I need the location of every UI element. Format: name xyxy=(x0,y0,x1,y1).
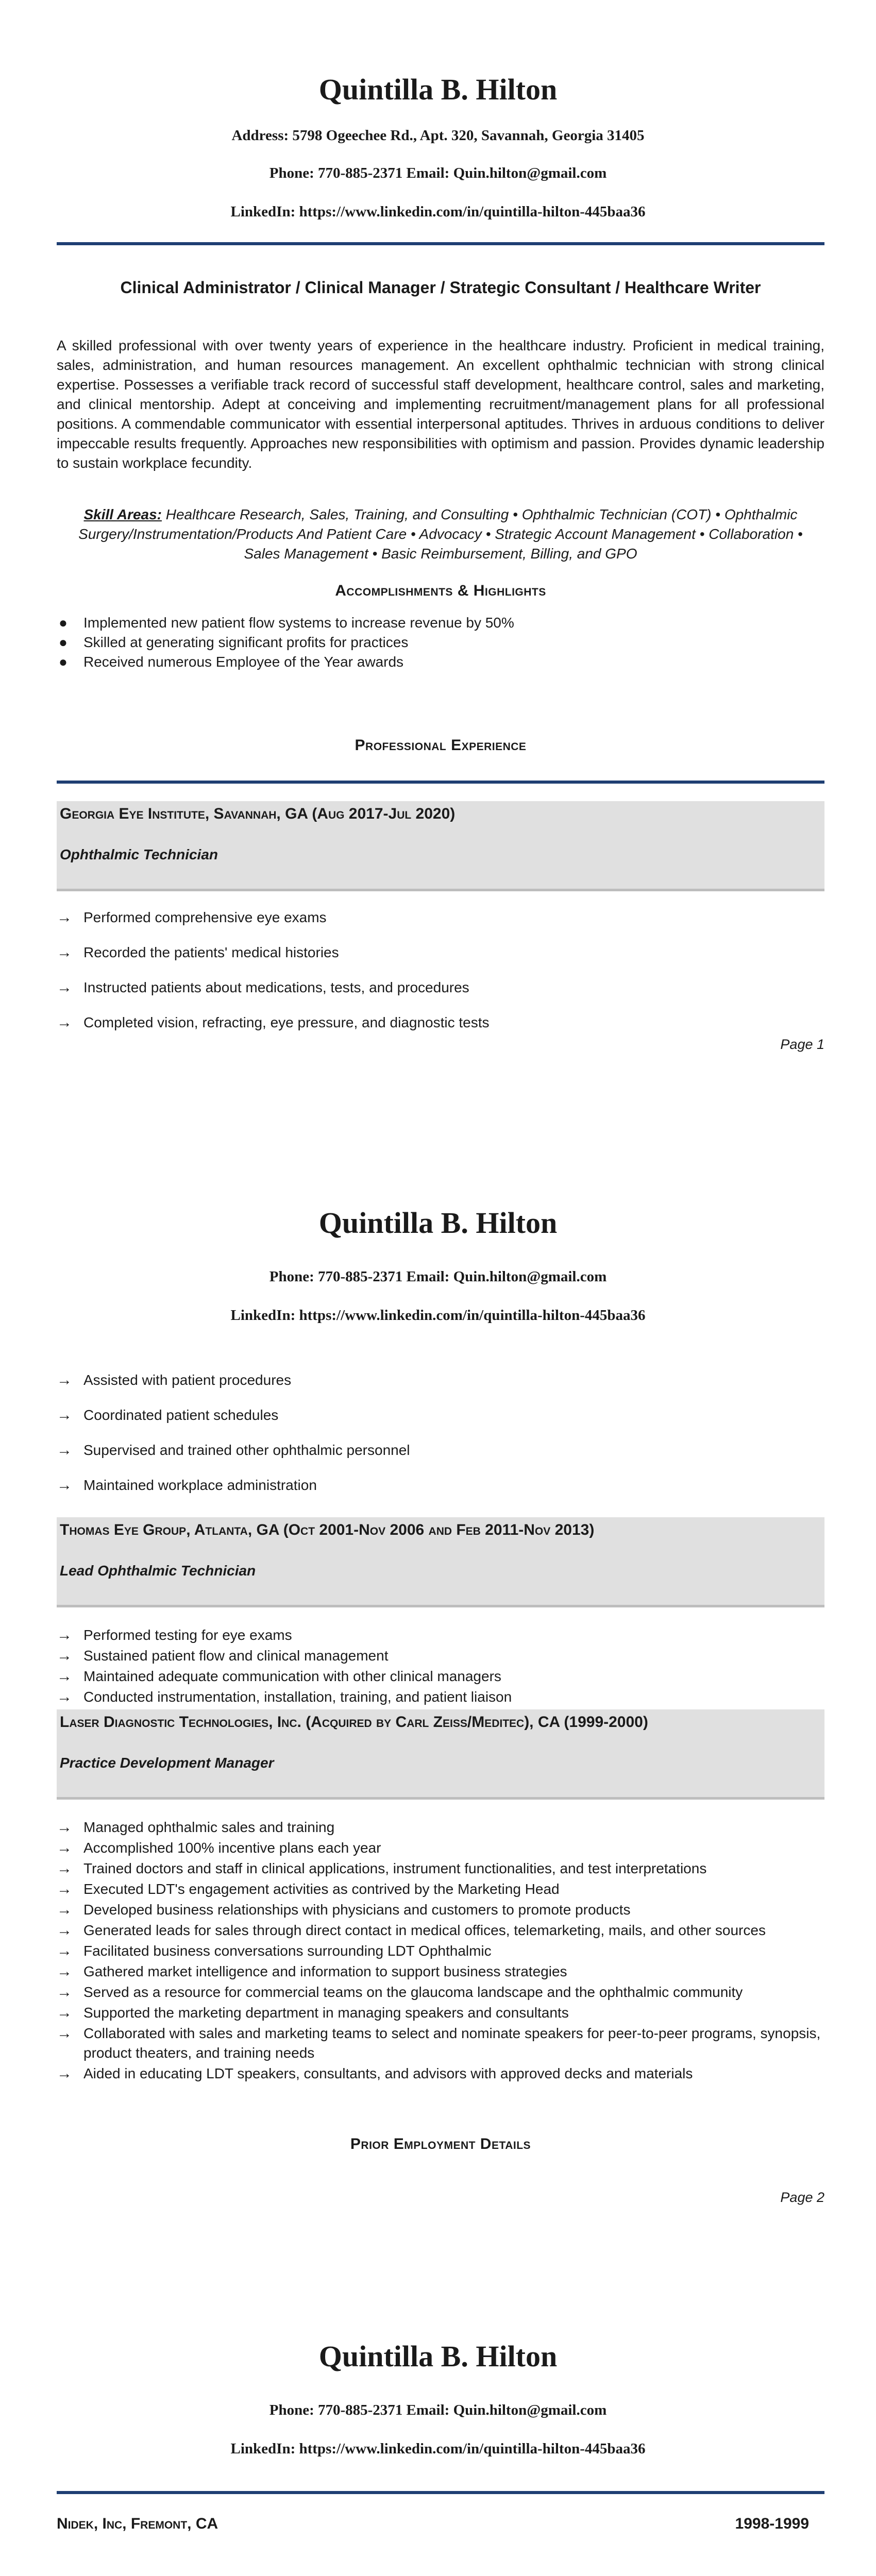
page-1 xyxy=(0,0,876,1133)
arrow-icon: → xyxy=(57,909,72,926)
page-number: Page 1 xyxy=(780,1037,824,1052)
list-item: → Coordinated patient schedules xyxy=(57,1405,824,1425)
job-duties-georgia-eye xyxy=(57,908,824,1048)
job-header-thomas-eye xyxy=(57,1517,824,1607)
list-item: → Supported the marketing department in managing speakers and consultants xyxy=(57,2003,824,2023)
skill-areas-label: Skill Areas: xyxy=(83,506,162,522)
arrow-icon: → xyxy=(57,1668,72,1685)
list-item: → Sustained patient flow and clinical management xyxy=(57,1646,824,1666)
list-item: → Conducted instrumentation, installation, training, and patient liaison xyxy=(57,1687,824,1707)
job-role: Lead Ophthalmic Technician xyxy=(60,1563,256,1579)
arrow-icon: → xyxy=(57,1819,72,1836)
linkedin-line: LinkedIn: https://www.linkedin.com/in/quintilla-hilton-445baa36 xyxy=(230,2441,646,2457)
headline: Clinical Administrator / Clinical Manager / Strategic Consultant / Healthcare Writer xyxy=(120,278,761,297)
list-item: → Performed comprehensive eye exams xyxy=(57,908,824,927)
prior-years: 1998-1999 xyxy=(735,2515,809,2532)
arrow-icon: → xyxy=(57,1688,72,1705)
job-company: Georgia Eye Institute, Savannah, GA (Aug 2017-Jul 2020) xyxy=(60,805,456,822)
linkedin-line: LinkedIn: https://www.linkedin.com/in/quintilla-hilton-445baa36 xyxy=(230,204,646,220)
job-company: Laser Diagnostic Technologies, Inc. (Acquired by Carl Zeiss/Meditec), CA (1999-2000) xyxy=(60,1714,648,1731)
arrow-icon: → xyxy=(57,1477,72,1494)
candidate-name: Quintilla B. Hilton xyxy=(318,2340,558,2373)
professional-summary: A skilled professional with over twenty years of experience in the healthcare industry. Proficient in medical training, sales, administration, and human resources management. An excellent ophthalmic technician with strong clinical expertise. Possesses a verifiable track record of successful staff development, healthcare control, sales and marketing, and clinical mentorship. Adept at conceiving and implementing recruitment/management plans for all professional positions. A commendable communicator with essential interpersonal aptitudes. Thrives in arduous conditions to deliver impeccable results frequently. Approaches new responsibilities with optimism and passion. Provides dynamic leadership to sustain workplace fecundity. xyxy=(57,337,824,471)
list-item: → Recorded the patients' medical histories xyxy=(57,943,824,962)
arrow-icon: → xyxy=(57,1406,72,1423)
skill-areas-text: Healthcare Research, Sales, Training, and Consulting • Ophthalmic Technician (COT) • Ophthalmic Surgery/Instrumentation/Products And Patient Care • Advocacy • Strategic Account Management • Collaboration • Sales Management • Basic Reimbursement, Billing, and GPO xyxy=(78,506,803,562)
prior-employment-row xyxy=(57,2514,824,2534)
list-item: → Maintained workplace administration xyxy=(57,1476,824,1495)
bullet-icon: ● xyxy=(59,654,68,670)
list-item: → Performed testing for eye exams xyxy=(57,1625,824,1645)
arrow-icon: → xyxy=(57,1922,72,1939)
list-item: → Facilitated business conversations surrounding LDT Ophthalmic xyxy=(57,1941,824,1961)
list-item: → Generated leads for sales through direct contact in medical offices, telemarketing, mails, and other sources xyxy=(57,1921,824,1940)
list-item: ● Received numerous Employee of the Year awards xyxy=(57,652,824,672)
arrow-icon: → xyxy=(57,979,72,996)
list-item: → Served as a resource for commercial teams on the glaucoma landscape and the ophthalmic community xyxy=(57,1982,824,2002)
experience-title: Professional Experience xyxy=(355,737,527,754)
list-item: ● Skilled at generating significant profits for practices xyxy=(57,633,824,652)
job-header-laser-diagnostic xyxy=(57,1709,824,1800)
job-header-georgia-eye xyxy=(57,801,824,891)
list-item: → Trained doctors and staff in clinical applications, instrument functionalities, and test interpretations xyxy=(57,1859,824,1878)
arrow-icon: → xyxy=(57,1014,72,1031)
phone-email-line: Phone: 770-885-2371 Email: Quin.hilton@gmail.com xyxy=(269,1268,607,1285)
list-item: → Executed LDT's engagement activities as contrived by the Marketing Head xyxy=(57,1879,824,1899)
list-item: ● Implemented new patient flow systems to increase revenue by 50% xyxy=(57,613,824,633)
job-company: Thomas Eye Group, Atlanta, GA (Oct 2001-Nov 2006 and Feb 2011-Nov 2013) xyxy=(60,1521,595,1538)
bullet-icon: ● xyxy=(59,634,68,650)
candidate-name: Quintilla B. Hilton xyxy=(318,73,558,106)
page-3 xyxy=(0,2267,876,2576)
arrow-icon: → xyxy=(57,2025,72,2042)
accomplishments-title: Accomplishments & Highlights xyxy=(335,582,546,599)
list-item: → Accomplished 100% incentive plans each year xyxy=(57,1838,824,1858)
job-duties-thomas-eye xyxy=(57,1625,824,1708)
list-item: → Aided in educating LDT speakers, consultants, and advisors with approved decks and materials xyxy=(57,2064,824,2083)
page-2 xyxy=(0,1133,876,2267)
list-item: → Supervised and trained other ophthalmic personnel xyxy=(57,1440,824,1460)
header-divider xyxy=(57,242,824,245)
skill-areas xyxy=(72,505,809,564)
linkedin-line: LinkedIn: https://www.linkedin.com/in/quintilla-hilton-445baa36 xyxy=(230,1307,646,1324)
list-item: → Maintained adequate communication with other clinical managers xyxy=(57,1667,824,1686)
arrow-icon: → xyxy=(57,1860,72,1877)
job-role: Practice Development Manager xyxy=(60,1755,274,1771)
list-item: → Managed ophthalmic sales and training xyxy=(57,1818,824,1837)
bullet-icon: ● xyxy=(59,615,68,631)
arrow-icon: → xyxy=(57,1880,72,1897)
arrow-icon: → xyxy=(57,1942,72,1959)
prior-company: Nidek, Inc, Fremont, CA xyxy=(57,2515,218,2532)
list-item: → Assisted with patient procedures xyxy=(57,1370,824,1390)
arrow-icon: → xyxy=(57,2065,72,2082)
job-duties-laser-diagnostic xyxy=(57,1818,824,2084)
arrow-icon: → xyxy=(57,1647,72,1664)
job-duties-georgia-eye-cont xyxy=(57,1370,824,1511)
arrow-icon: → xyxy=(57,1963,72,1980)
arrow-icon: → xyxy=(57,1839,72,1856)
list-item: → Developed business relationships with physicians and customers to promote products xyxy=(57,1900,824,1920)
list-item: → Collaborated with sales and marketing teams to select and nominate speakers for peer-to-peer programs, synopsis, product theaters, and training needs xyxy=(57,2025,821,2061)
prior-employment-divider xyxy=(57,2491,824,2494)
phone-email-line: Phone: 770-885-2371 Email: Quin.hilton@gmail.com xyxy=(269,165,607,181)
arrow-icon: → xyxy=(57,1984,72,2001)
experience-divider xyxy=(57,781,824,784)
list-item: → Instructed patients about medications, tests, and procedures xyxy=(57,978,824,997)
phone-email-line: Phone: 770-885-2371 Email: Quin.hilton@gmail.com xyxy=(269,2402,607,2418)
page-number: Page 2 xyxy=(780,2190,824,2205)
arrow-icon: → xyxy=(57,1626,72,1643)
arrow-icon: → xyxy=(57,2004,72,2021)
arrow-icon: → xyxy=(57,1371,72,1388)
job-role: Ophthalmic Technician xyxy=(60,846,218,862)
list-item: → Completed vision, refracting, eye pressure, and diagnostic tests xyxy=(57,1013,824,1032)
prior-employment-title: Prior Employment Details xyxy=(350,2136,531,2153)
list-item: → Gathered market intelligence and information to support business strategies xyxy=(57,1962,824,1981)
address-line: Address: 5798 Ogeechee Rd., Apt. 320, Savannah, Georgia 31405 xyxy=(231,127,645,144)
candidate-name: Quintilla B. Hilton xyxy=(318,1206,558,1240)
arrow-icon: → xyxy=(57,1901,72,1918)
accomplishments-list xyxy=(57,613,824,672)
arrow-icon: → xyxy=(57,944,72,961)
arrow-icon: → xyxy=(57,1442,72,1459)
